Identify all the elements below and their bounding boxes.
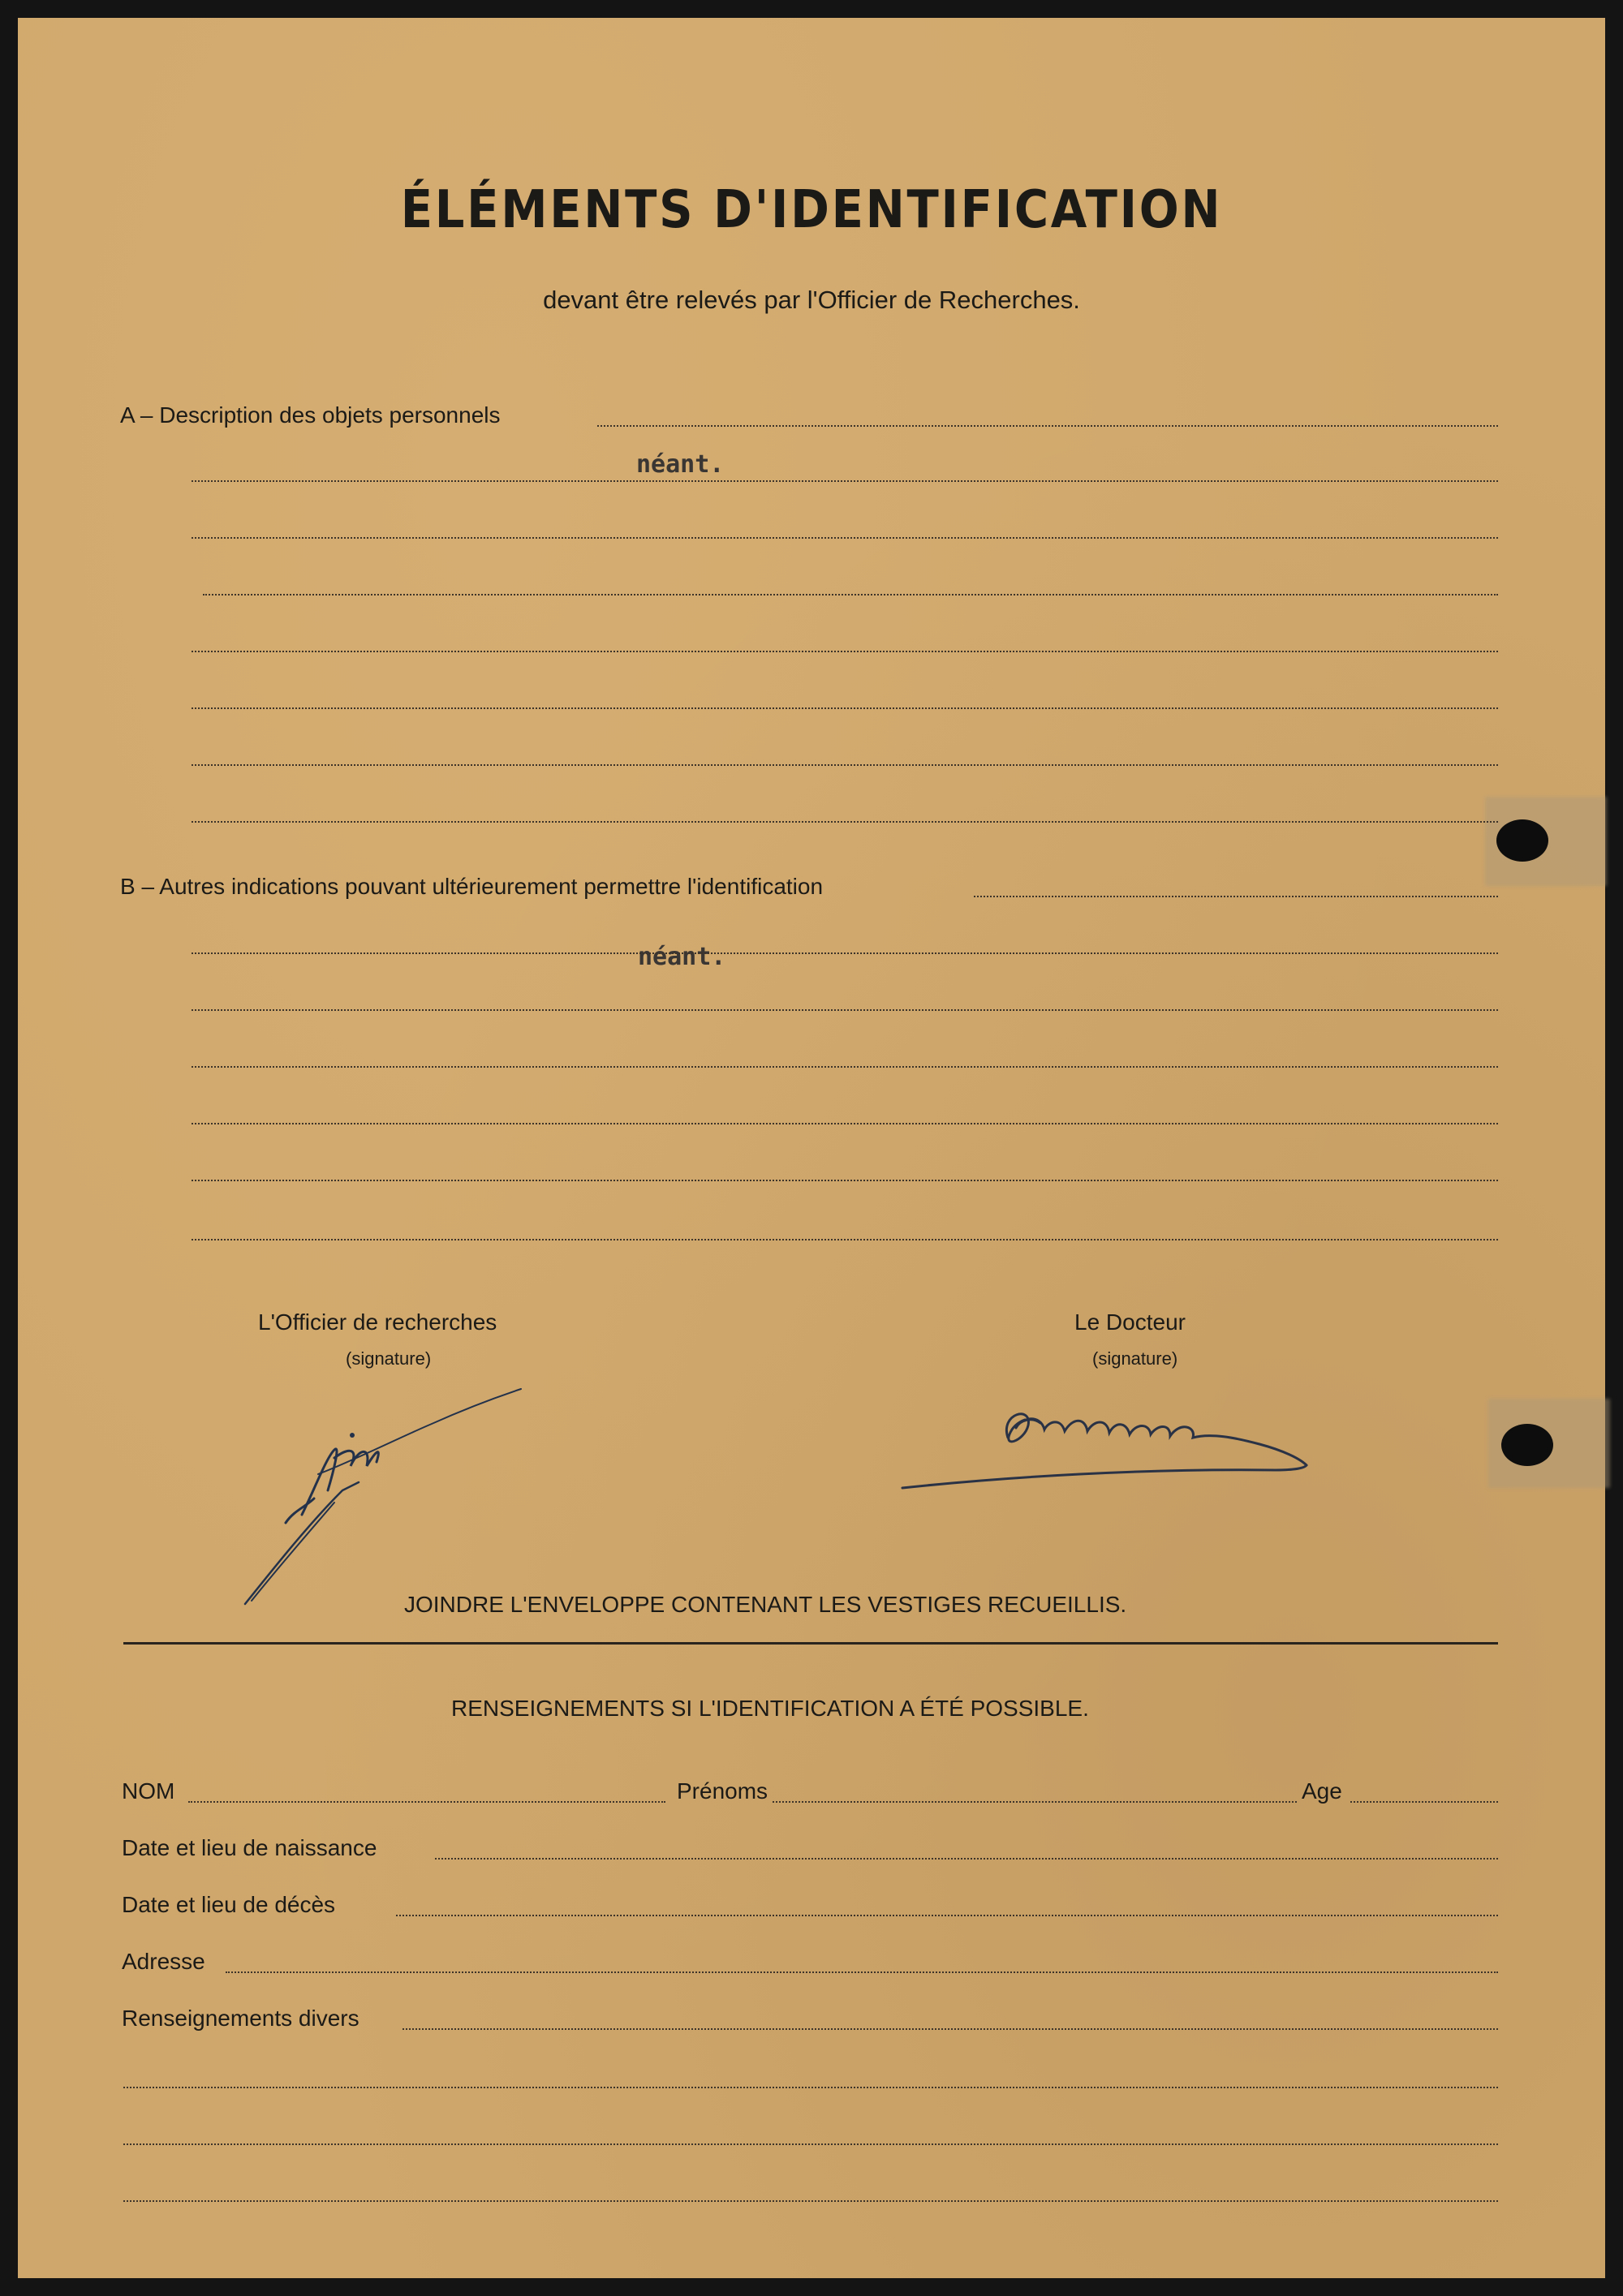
- deces-label: Date et lieu de décès: [122, 1892, 336, 1917]
- section-b-label: B – Autres indications pouvant ultérieurement permettre l'identification: [120, 874, 824, 899]
- prenoms-label: Prénoms: [677, 1778, 768, 1804]
- section-b-line: [192, 1123, 1498, 1124]
- section-b-value: néant.: [638, 943, 726, 971]
- section-a-line: [192, 480, 1498, 482]
- adresse-line: [226, 1971, 1498, 1973]
- section-a-line: [192, 821, 1498, 823]
- officer-signature-sub: (signature): [346, 1348, 432, 1369]
- section-a-line: [597, 425, 1498, 427]
- nom-line: [188, 1801, 665, 1803]
- instruction-text: JOINDRE L'ENVELOPPE CONTENANT LES VESTIGES RECUEILLIS.: [404, 1592, 1127, 1617]
- section-a-line: [192, 537, 1498, 539]
- naissance-label: Date et lieu de naissance: [122, 1835, 377, 1860]
- section-a-label: A – Description des objets personnels: [120, 402, 501, 428]
- officer-signature-label: L'Officier de recherches: [258, 1309, 497, 1335]
- officer-signature: [237, 1369, 529, 1612]
- info-section-title: RENSEIGNEMENTS SI L'IDENTIFICATION A ÉTÉ POSSIBLE.: [451, 1696, 1089, 1721]
- naissance-line: [435, 1858, 1498, 1860]
- section-b-line: [192, 1239, 1498, 1240]
- deces-line: [396, 1915, 1498, 1916]
- divers-line: [123, 2087, 1498, 2088]
- section-divider: [123, 1642, 1498, 1645]
- section-b-line: [192, 1066, 1498, 1068]
- nom-label: NOM: [122, 1778, 175, 1804]
- punch-hole-top: [1496, 819, 1548, 862]
- section-b-line: [974, 896, 1498, 897]
- page-title: ÉLÉMENTS D'IDENTIFICATION: [400, 180, 1223, 240]
- divers-line: [123, 2143, 1498, 2145]
- prenoms-line: [773, 1801, 1297, 1803]
- section-b-line: [192, 1009, 1498, 1011]
- punch-hole-bottom: [1501, 1424, 1553, 1466]
- section-a-line: [203, 594, 1498, 595]
- age-line: [1350, 1801, 1498, 1803]
- page-subtitle: devant être relevés par l'Officier de Recherches.: [543, 286, 1080, 314]
- section-b-line: [192, 1180, 1498, 1181]
- divers-line: [123, 2200, 1498, 2202]
- form-sheet: [18, 18, 1605, 2278]
- divers-label: Renseignements divers: [122, 2006, 359, 2031]
- section-a-line: [192, 651, 1498, 652]
- section-a-line: [192, 707, 1498, 709]
- section-b-line: [192, 952, 1498, 954]
- section-a-value: néant.: [636, 450, 725, 479]
- doctor-signature: [878, 1381, 1381, 1494]
- doctor-signature-label: Le Docteur: [1074, 1309, 1186, 1335]
- age-label: Age: [1302, 1778, 1342, 1804]
- adresse-label: Adresse: [122, 1949, 205, 1974]
- doctor-signature-sub: (signature): [1092, 1348, 1178, 1369]
- section-a-line: [192, 764, 1498, 766]
- divers-line: [403, 2028, 1498, 2030]
